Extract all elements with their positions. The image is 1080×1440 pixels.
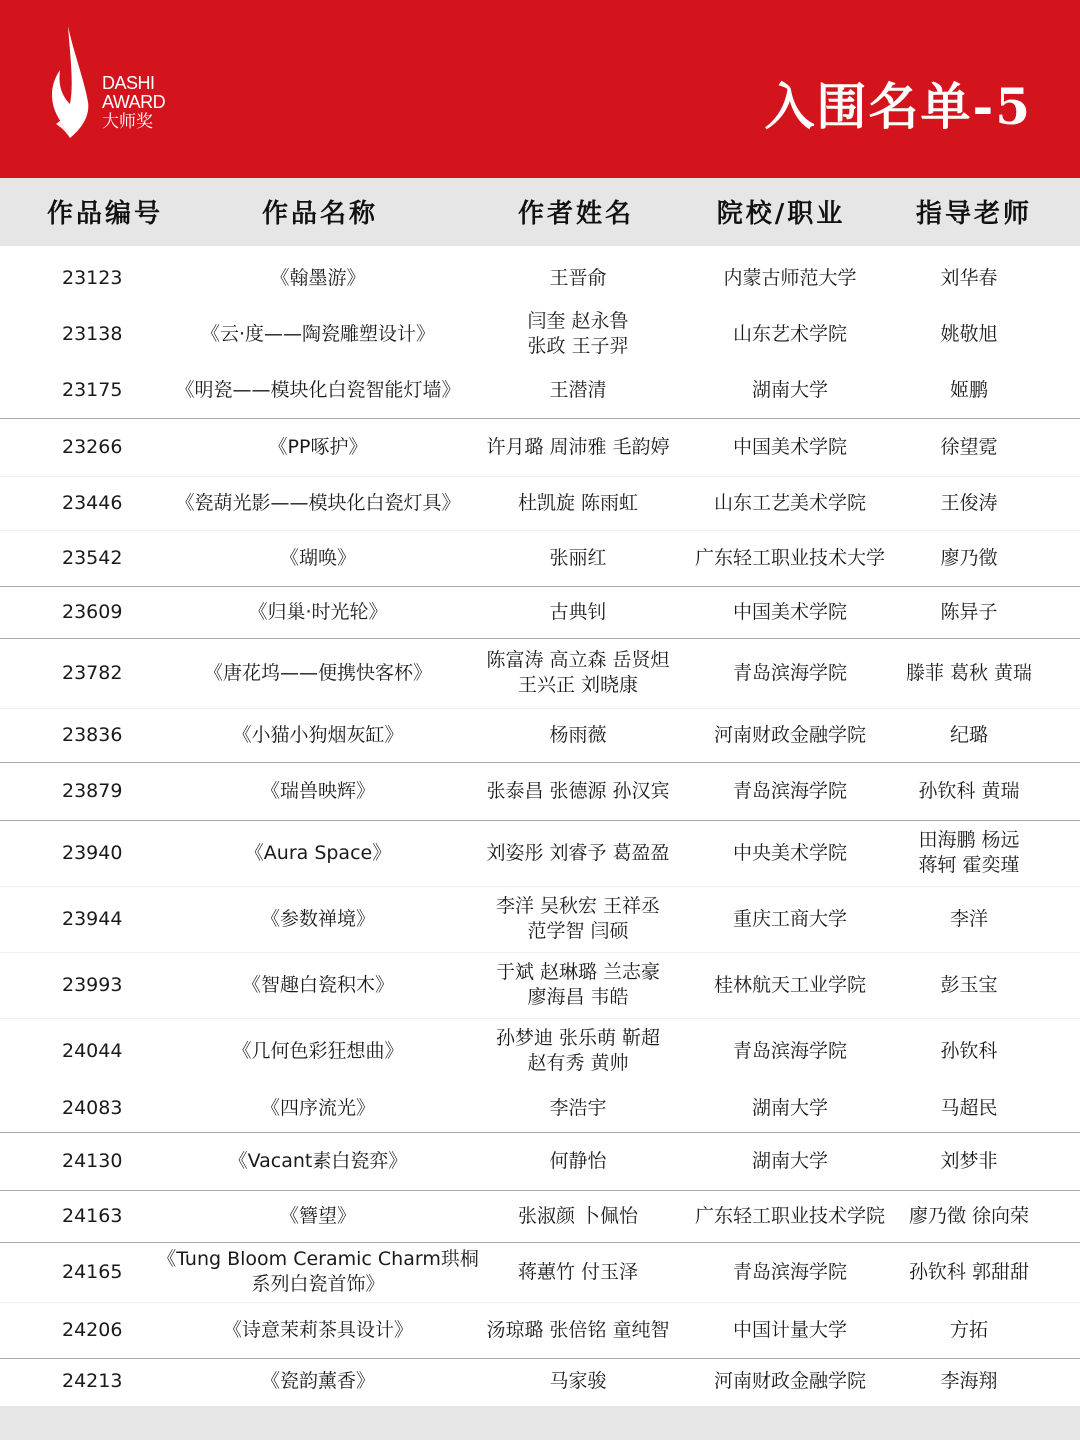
cell-work-title-line: 《四序流光》: [260, 1096, 375, 1119]
cell-authors: [478, 886, 678, 952]
cell-authors-line: 蒋蕙竹 付玉泽: [517, 1260, 639, 1283]
cell-work-title-line: 《簪望》: [279, 1204, 356, 1227]
cell-authors-line: 何静怡: [549, 1149, 607, 1172]
footer-bar: [0, 1406, 1080, 1440]
cell-work-title: [162, 586, 474, 638]
table-row: [0, 1084, 1080, 1133]
page-title: 入围名单-5: [764, 77, 1032, 136]
cell-authors: [478, 1018, 678, 1084]
column-header-title: 作品名称: [261, 199, 378, 229]
cell-work-id-line: 23993: [62, 973, 123, 996]
table-row: [0, 820, 1080, 887]
cell-authors: [478, 250, 678, 306]
cell-authors: [478, 418, 678, 476]
cell-school: [686, 1084, 894, 1132]
cell-authors-line: 闫奎 赵永鲁: [527, 310, 629, 332]
cell-work-title: [162, 1302, 474, 1358]
cell-work-title: [162, 762, 474, 820]
cell-work-id-line: 23944: [62, 907, 123, 930]
cell-work-title-line: 《Vacant素白瓷弈》: [228, 1149, 408, 1172]
cell-work-id: [45, 952, 137, 1018]
cell-work-id-line: 24165: [62, 1260, 123, 1283]
cell-work-title: [162, 306, 474, 362]
cell-school-line: 桂林航天工业学院: [713, 973, 866, 996]
cell-authors: [478, 762, 678, 820]
cell-teachers-line: 徐望霓: [940, 435, 998, 458]
cell-work-id-line: 24163: [62, 1204, 123, 1227]
cell-school-line: 广东轻工职业技术大学: [694, 546, 885, 569]
cell-teachers-line: 刘华春: [940, 266, 998, 289]
table-row: [0, 250, 1080, 306]
cell-authors: [478, 952, 678, 1018]
cell-work-title-line: 《瑞兽映辉》: [260, 779, 375, 802]
cell-work-title: [162, 820, 474, 886]
cell-work-title-line: 《Tung Bloom Ceramic Charm珙桐: [157, 1248, 479, 1270]
cell-school-line: 山东工艺美术学院: [713, 491, 866, 514]
cell-school: [686, 708, 894, 762]
cell-work-id-line: 23879: [62, 779, 123, 802]
cell-teachers-line: 彭玉宝: [940, 973, 998, 996]
cell-work-id: [45, 362, 137, 418]
column-header-id: 作品编号: [46, 199, 163, 229]
cell-school: [686, 362, 894, 418]
cell-school: [686, 1358, 894, 1404]
cell-work-id: [45, 1302, 137, 1358]
cell-teachers-line: 姬鹏: [949, 378, 988, 401]
cell-school: [686, 250, 894, 306]
table-row: [0, 530, 1080, 587]
column-header-school: 院校/职业: [716, 199, 846, 229]
cell-school-line: 青岛滨海学院: [732, 661, 847, 684]
cell-teachers: [896, 708, 1042, 762]
table-row: [0, 638, 1080, 709]
cell-work-id: [45, 1084, 137, 1132]
cell-teachers: [896, 762, 1042, 820]
cell-authors: [478, 1190, 678, 1242]
cell-teachers: [896, 1302, 1042, 1358]
cell-work-title-line: 《明瓷——模块化白瓷智能灯墙》: [175, 378, 461, 401]
cell-authors-line: 张丽红: [549, 546, 607, 569]
cell-work-title: [162, 1132, 474, 1190]
cell-teachers: [896, 1084, 1042, 1132]
cell-work-id-line: 23266: [62, 435, 123, 458]
cell-work-id-line: 24044: [62, 1039, 123, 1062]
cell-work-title-line: 《瓷韵薰香》: [260, 1369, 375, 1392]
cell-school-line: 中央美术学院: [732, 841, 847, 864]
cell-authors: [478, 638, 678, 708]
cell-teachers: [896, 250, 1042, 306]
cell-school: [686, 886, 894, 952]
cell-authors-line: 张淑颜 卜佩怡: [517, 1204, 639, 1227]
table-row: [0, 418, 1080, 477]
cell-school-line: 青岛滨海学院: [732, 779, 847, 802]
cell-teachers-line: 纪璐: [949, 723, 988, 746]
table-row: [0, 1242, 1080, 1303]
cell-work-title-line: 《诗意茉莉茶具设计》: [222, 1318, 413, 1341]
cell-school-line: 青岛滨海学院: [732, 1039, 847, 1062]
cell-teachers-line: 田海鹏 杨远: [918, 829, 1020, 851]
cell-school: [686, 762, 894, 820]
cell-work-id: [45, 820, 137, 886]
logo-en-line1: DASHI: [102, 73, 155, 93]
cell-teachers-line: 蒋轲 霍奕瑾: [918, 854, 1020, 876]
cell-teachers-line: 李海翔: [940, 1369, 998, 1392]
column-header-teacher: 指导老师: [915, 199, 1032, 229]
cell-school: [686, 530, 894, 586]
cell-work-id-line: 23542: [62, 546, 123, 569]
cell-work-title-line: 《Aura Space》: [244, 841, 392, 864]
cell-authors-line: 于斌 赵琳璐 兰志豪: [495, 961, 661, 983]
cell-school: [686, 1132, 894, 1190]
cell-authors-line: 李洋 吴秋宏 王祥丞: [495, 895, 661, 917]
cell-work-id-line: 24083: [62, 1096, 123, 1119]
cell-authors-line: 陈富涛 高立森 岳贤炟: [486, 649, 670, 671]
cell-authors-line: 汤琼璐 张倍铭 童纯智: [486, 1318, 670, 1341]
column-header-author: 作者姓名: [517, 199, 634, 229]
cell-teachers-line: 滕菲 葛秋 黄瑞: [905, 661, 1033, 684]
cell-school: [686, 586, 894, 638]
cell-teachers: [896, 586, 1042, 638]
cell-work-id: [45, 250, 137, 306]
cell-work-title-line: 《几何色彩狂想曲》: [232, 1039, 404, 1062]
cell-teachers-line: 刘梦非: [940, 1149, 998, 1172]
cell-authors-line: 张政 王子羿: [527, 335, 629, 357]
cell-work-title-line: 《唐花坞——便携快客杯》: [203, 661, 432, 684]
cell-authors-line: 张泰昌 张德源 孙汉宾: [486, 779, 670, 802]
cell-work-title: [162, 952, 474, 1018]
cell-authors-line: 王潜清: [549, 378, 607, 401]
cell-school-line: 青岛滨海学院: [732, 1260, 847, 1283]
cell-work-id-line: 23940: [62, 841, 123, 864]
cell-work-id-line: 23609: [62, 600, 123, 623]
cell-authors: [478, 820, 678, 886]
cell-authors: [478, 530, 678, 586]
cell-work-title: [162, 476, 474, 530]
cell-authors-line: 范学智 闫硕: [527, 920, 629, 942]
cell-school-line: 中国美术学院: [732, 600, 847, 623]
cell-teachers-line: 王俊涛: [940, 491, 998, 514]
cell-work-id-line: 24130: [62, 1149, 123, 1172]
table-row: [0, 586, 1080, 639]
cell-work-id-line: 23138: [62, 322, 123, 345]
cell-authors-line: 马家骏: [549, 1369, 607, 1392]
cell-work-title: [157, 1242, 479, 1302]
cell-work-id: [45, 886, 137, 952]
cell-teachers-line: 廖乃徵 徐向荣: [908, 1204, 1030, 1227]
cell-teachers-line: 廖乃徵: [940, 546, 998, 569]
cell-work-title-line: 《瓷葫光影——模块化白瓷灯具》: [175, 491, 461, 514]
cell-work-id-line: 23175: [62, 378, 123, 401]
cell-work-id: [45, 762, 137, 820]
cell-authors-line: 古典钊: [549, 600, 607, 623]
table-row: [0, 952, 1080, 1019]
cell-work-id: [45, 586, 137, 638]
cell-teachers-line: 李洋: [949, 907, 988, 930]
cell-teachers: [896, 530, 1042, 586]
cell-teachers-line: 陈异子: [940, 600, 998, 623]
cell-work-title: [162, 708, 474, 762]
cell-teachers-line: 姚敬旭: [940, 322, 998, 345]
cell-work-title: [162, 530, 474, 586]
cell-work-id-line: 23446: [62, 491, 123, 514]
cell-work-id-line: 23123: [62, 266, 123, 289]
cell-school-line: 河南财政金融学院: [713, 723, 866, 746]
cell-teachers: [896, 1190, 1042, 1242]
cell-teachers-line: 马超民: [940, 1096, 998, 1119]
cell-authors-line: 刘姿彤 刘睿予 葛盈盈: [486, 841, 670, 864]
cell-work-id: [45, 476, 137, 530]
table-row: [0, 762, 1080, 821]
cell-authors: [478, 306, 678, 362]
cell-authors-line: 王晋俞: [549, 266, 607, 289]
cell-work-id-line: 24206: [62, 1318, 123, 1341]
cell-work-title: [162, 362, 474, 418]
cell-teachers: [896, 886, 1042, 952]
table-row: [0, 1132, 1080, 1191]
cell-work-id-line: 23782: [62, 661, 123, 684]
cell-teachers: [896, 1358, 1042, 1404]
cell-teachers: [896, 362, 1042, 418]
cell-authors: [478, 586, 678, 638]
cell-teachers: [896, 1132, 1042, 1190]
cell-work-title: [162, 250, 474, 306]
cell-authors-line: 廖海昌 韦皓: [527, 986, 629, 1008]
cell-work-title: [162, 886, 474, 952]
cell-work-title-line: 《翰墨游》: [270, 266, 366, 289]
cell-work-id-line: 24213: [62, 1369, 123, 1392]
cell-work-title-line: 系列白瓷首饰》: [251, 1273, 385, 1295]
cell-school: [686, 952, 894, 1018]
cell-work-title: [162, 1018, 474, 1084]
cell-teachers: [896, 1018, 1042, 1084]
cell-teachers-line: 孙钦科 黄瑞: [918, 779, 1020, 802]
cell-teachers: [896, 418, 1042, 476]
cell-teachers-line: 方拓: [949, 1318, 988, 1341]
cell-teachers-line: 孙钦科: [940, 1039, 998, 1062]
table-row: [0, 1302, 1080, 1359]
cell-work-title-line: 《参数禅境》: [260, 907, 375, 930]
cell-teachers: [896, 638, 1042, 708]
cell-teachers: [896, 306, 1042, 362]
cell-school: [686, 1018, 894, 1084]
cell-work-id: [45, 1132, 137, 1190]
cell-school-line: 湖南大学: [751, 378, 828, 401]
cell-school-line: 山东艺术学院: [732, 322, 847, 345]
cell-authors: [478, 1132, 678, 1190]
cell-work-title: [162, 1190, 474, 1242]
logo-en-line2: AWARD: [102, 92, 166, 112]
cell-work-id-line: 23836: [62, 723, 123, 746]
cell-teachers-line: 孙钦科 郭甜甜: [908, 1260, 1030, 1283]
cell-school-line: 广东轻工职业技术学院: [694, 1204, 885, 1227]
cell-authors-line: 许月璐 周沛雅 毛韵婷: [486, 435, 670, 458]
cell-work-id: [45, 1358, 137, 1404]
cell-work-title-line: 《小猫小狗烟灰缸》: [232, 723, 404, 746]
cell-school-line: 中国计量大学: [732, 1318, 847, 1341]
cell-teachers: [896, 476, 1042, 530]
cell-school-line: 中国美术学院: [732, 435, 847, 458]
table-row: [0, 1358, 1080, 1404]
cell-school: [686, 1190, 894, 1242]
cell-authors-line: 赵有秀 黄帅: [527, 1052, 629, 1074]
cell-teachers: [896, 820, 1042, 886]
cell-teachers: [896, 952, 1042, 1018]
cell-work-id: [45, 418, 137, 476]
cell-authors: [478, 362, 678, 418]
cell-authors: [478, 1302, 678, 1358]
table-row: [0, 306, 1080, 362]
cell-school-line: 重庆工商大学: [732, 907, 847, 930]
cell-work-title: [162, 638, 474, 708]
cell-work-id: [45, 708, 137, 762]
cell-authors-line: 杨雨薇: [549, 723, 607, 746]
cell-authors: [478, 1358, 678, 1404]
cell-work-title-line: 《PP啄护》: [268, 435, 368, 458]
table-row: [0, 476, 1080, 531]
cell-school-line: 湖南大学: [751, 1149, 828, 1172]
cell-work-id: [45, 1242, 137, 1302]
cell-authors: [478, 1242, 678, 1302]
cell-school: [686, 820, 894, 886]
cell-school-line: 内蒙古师范大学: [723, 266, 857, 289]
table-row: [0, 708, 1080, 763]
cell-work-id: [45, 1190, 137, 1242]
cell-school: [686, 1242, 894, 1302]
cell-work-id: [45, 530, 137, 586]
cell-authors-line: 孙梦迪 张乐萌 靳超: [495, 1027, 661, 1049]
cell-teachers: [896, 1242, 1042, 1302]
cell-authors: [478, 1084, 678, 1132]
cell-work-title: [162, 418, 474, 476]
cell-school: [686, 638, 894, 708]
cell-school-line: 湖南大学: [751, 1096, 828, 1119]
cell-authors-line: 李浩宇: [549, 1096, 607, 1119]
table-row: [0, 1018, 1080, 1084]
cell-school: [686, 418, 894, 476]
cell-authors: [478, 476, 678, 530]
table-row: [0, 362, 1080, 419]
cell-work-title: [162, 1084, 474, 1132]
cell-work-id: [45, 638, 137, 708]
cell-school: [686, 476, 894, 530]
cell-work-id: [45, 1018, 137, 1084]
cell-work-id: [45, 306, 137, 362]
cell-work-title-line: 《瑚唤》: [279, 546, 356, 569]
cell-school: [686, 1302, 894, 1358]
cell-authors-line: 王兴正 刘晓康: [517, 674, 639, 696]
table-row: [0, 1190, 1080, 1243]
cell-work-title-line: 《智趣白瓷积木》: [241, 973, 394, 996]
cell-school: [686, 306, 894, 362]
cell-authors-line: 杜凯旋 陈雨虹: [517, 491, 639, 514]
cell-school-line: 河南财政金融学院: [713, 1369, 866, 1392]
cell-work-title-line: 《云·度——陶瓷雕塑设计》: [200, 322, 436, 345]
logo-cn: 大师奖: [102, 112, 153, 131]
cell-work-title: [162, 1358, 474, 1404]
table-row: [0, 886, 1080, 953]
cell-authors: [478, 708, 678, 762]
cell-work-title-line: 《归巢·时光轮》: [248, 600, 388, 623]
